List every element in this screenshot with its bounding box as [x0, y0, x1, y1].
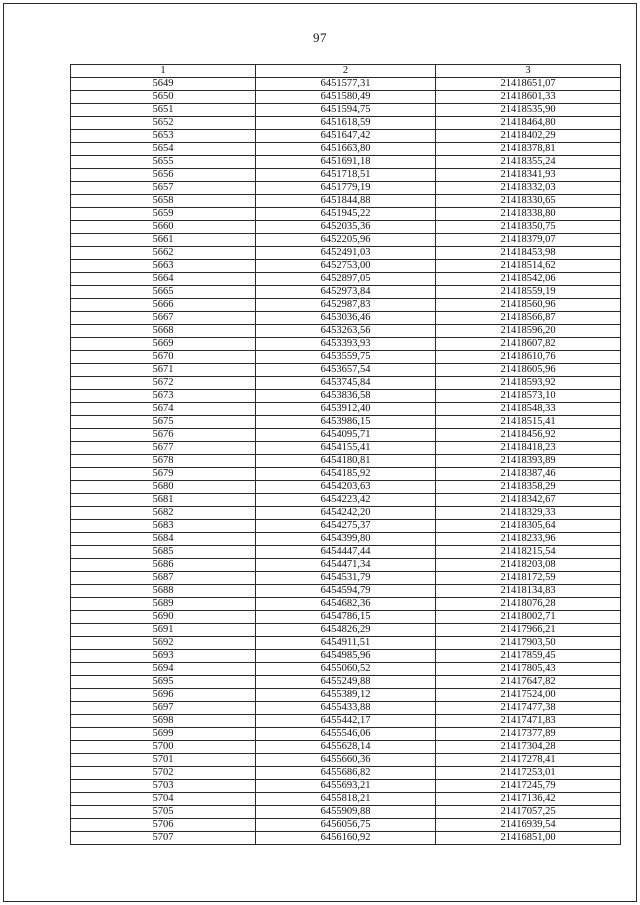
table-cell: 21418134,83 [436, 585, 621, 598]
table-cell: 6455909,88 [256, 806, 436, 819]
table-row [71, 728, 621, 741]
table-cell: 21418651,07 [436, 78, 621, 91]
table-cell: 21418172,59 [436, 572, 621, 585]
table-cell: 21418203,08 [436, 559, 621, 572]
table-cell: 5653 [71, 130, 256, 143]
table-row [71, 780, 621, 793]
table-cell: 6451647,42 [256, 130, 436, 143]
table-cell: 6453986,15 [256, 416, 436, 429]
table-row [71, 312, 621, 325]
table-cell: 6451691,18 [256, 156, 436, 169]
table-cell: 5693 [71, 650, 256, 663]
table-cell: 6453036,46 [256, 312, 436, 325]
table-cell: 5650 [71, 91, 256, 104]
table-cell: 6455389,12 [256, 689, 436, 702]
table-cell: 21418338,80 [436, 208, 621, 221]
table-cell: 6455686,82 [256, 767, 436, 780]
table-cell: 6455060,52 [256, 663, 436, 676]
table-cell: 6455433,88 [256, 702, 436, 715]
table-cell: 6454203,63 [256, 481, 436, 494]
table-row [71, 221, 621, 234]
table-cell: 5684 [71, 533, 256, 546]
table-cell: 5661 [71, 234, 256, 247]
table-row [71, 117, 621, 130]
table-cell: 5706 [71, 819, 256, 832]
table-cell: 21418601,33 [436, 91, 621, 104]
table-cell: 6455442,17 [256, 715, 436, 728]
table-cell: 5698 [71, 715, 256, 728]
table-cell: 5657 [71, 182, 256, 195]
table-cell: 6454471,34 [256, 559, 436, 572]
table-row [71, 195, 621, 208]
table-cell: 21418605,96 [436, 364, 621, 377]
table-cell: 21417136,42 [436, 793, 621, 806]
table-row [71, 689, 621, 702]
table-cell: 5663 [71, 260, 256, 273]
table-cell: 6454826,29 [256, 624, 436, 637]
table-cell: 6454223,42 [256, 494, 436, 507]
table-row [71, 351, 621, 364]
table-row [71, 819, 621, 832]
table-row [71, 494, 621, 507]
table-cell: 21418453,98 [436, 247, 621, 260]
table-cell: 21418542,06 [436, 273, 621, 286]
table-cell: 6454682,36 [256, 598, 436, 611]
table-cell: 5675 [71, 416, 256, 429]
table-cell: 21418215,54 [436, 546, 621, 559]
table-cell: 6452491,03 [256, 247, 436, 260]
table-cell: 21417477,38 [436, 702, 621, 715]
table-cell: 5683 [71, 520, 256, 533]
table-cell: 6454786,15 [256, 611, 436, 624]
table-cell: 21418378,81 [436, 143, 621, 156]
header-row [71, 65, 621, 78]
table-cell: 21418596,20 [436, 325, 621, 338]
table-cell: 5668 [71, 325, 256, 338]
data-table [70, 64, 621, 845]
table-row [71, 143, 621, 156]
table-cell: 5651 [71, 104, 256, 117]
table-cell: 6454180,81 [256, 455, 436, 468]
table-cell: 6453836,58 [256, 390, 436, 403]
table-cell: 6454275,37 [256, 520, 436, 533]
table-cell: 21418573,10 [436, 390, 621, 403]
table-row [71, 208, 621, 221]
table-cell: 5700 [71, 741, 256, 754]
table-cell: 21418342,67 [436, 494, 621, 507]
table-row [71, 455, 621, 468]
table-cell: 6453393,93 [256, 338, 436, 351]
table-row [71, 273, 621, 286]
table-cell: 5655 [71, 156, 256, 169]
table-cell: 5654 [71, 143, 256, 156]
table-cell: 6455546,06 [256, 728, 436, 741]
table-cell: 5694 [71, 663, 256, 676]
table-cell: 21418514,62 [436, 260, 621, 273]
table-cell: 5680 [71, 481, 256, 494]
table-cell: 21416939,54 [436, 819, 621, 832]
table-cell: 6454095,71 [256, 429, 436, 442]
table-cell: 6452035,36 [256, 221, 436, 234]
table-cell: 21416851,00 [436, 832, 621, 845]
table-cell: 6451663,80 [256, 143, 436, 156]
table-cell: 6451580,49 [256, 91, 436, 104]
table-cell: 6453263,56 [256, 325, 436, 338]
table-row [71, 286, 621, 299]
table-cell: 21418379,07 [436, 234, 621, 247]
table-cell: 6452973,84 [256, 286, 436, 299]
table-cell: 21417805,43 [436, 663, 621, 676]
table-row [71, 806, 621, 819]
page-number: 97 [313, 30, 327, 45]
table-cell: 6454594,79 [256, 585, 436, 598]
table-cell: 6451844,88 [256, 195, 436, 208]
table-row [71, 507, 621, 520]
table-cell: 5673 [71, 390, 256, 403]
table-cell: 5674 [71, 403, 256, 416]
table-cell: 21418305,64 [436, 520, 621, 533]
table-cell: 5666 [71, 299, 256, 312]
table-cell: 21418330,65 [436, 195, 621, 208]
table-cell: 5695 [71, 676, 256, 689]
table-row [71, 429, 621, 442]
table-cell: 21417524,00 [436, 689, 621, 702]
table-cell: 6451577,31 [256, 78, 436, 91]
table-cell: 21418355,24 [436, 156, 621, 169]
table-row [71, 481, 621, 494]
table-cell: 21417903,50 [436, 637, 621, 650]
table-cell: 6453657,54 [256, 364, 436, 377]
table-cell: 6454155,41 [256, 442, 436, 455]
table-row [71, 91, 621, 104]
table-cell: 21418535,90 [436, 104, 621, 117]
table-cell: 21418329,33 [436, 507, 621, 520]
table-cell: 6453745,84 [256, 377, 436, 390]
table-cell: 21418464,80 [436, 117, 621, 130]
table-cell: 5677 [71, 442, 256, 455]
table-header [71, 65, 621, 78]
table-row [71, 520, 621, 533]
table-cell: 21418418,23 [436, 442, 621, 455]
table-cell: 5707 [71, 832, 256, 845]
table-cell: 21417377,89 [436, 728, 621, 741]
table-cell: 6455818,21 [256, 793, 436, 806]
table-cell: 5682 [71, 507, 256, 520]
table-cell: 5671 [71, 364, 256, 377]
table-cell: 6451779,19 [256, 182, 436, 195]
table-cell: 6451945,22 [256, 208, 436, 221]
table-row [71, 663, 621, 676]
table-cell: 6454447,44 [256, 546, 436, 559]
table-cell: 6453912,40 [256, 403, 436, 416]
table-row [71, 338, 621, 351]
table-cell: 21418560,96 [436, 299, 621, 312]
table-cell: 21417245,79 [436, 780, 621, 793]
table-cell: 21418607,82 [436, 338, 621, 351]
table-cell: 21417304,28 [436, 741, 621, 754]
table-row [71, 390, 621, 403]
table-row [71, 468, 621, 481]
table-cell: 6454985,96 [256, 650, 436, 663]
table-cell: 5697 [71, 702, 256, 715]
table-row [71, 572, 621, 585]
table-row [71, 325, 621, 338]
table-row [71, 299, 621, 312]
table-cell: 21417859,45 [436, 650, 621, 663]
table-cell: 21418332,03 [436, 182, 621, 195]
table-cell: 21418076,28 [436, 598, 621, 611]
table-row [71, 377, 621, 390]
table-cell: 21418559,19 [436, 286, 621, 299]
table-cell: 5705 [71, 806, 256, 819]
table-cell: 5685 [71, 546, 256, 559]
table-row [71, 546, 621, 559]
table-cell: 21418456,92 [436, 429, 621, 442]
table-row [71, 767, 621, 780]
table-cell: 6456056,75 [256, 819, 436, 832]
table-cell: 5665 [71, 286, 256, 299]
table-row [71, 676, 621, 689]
table-cell: 6454399,80 [256, 533, 436, 546]
table-cell: 5656 [71, 169, 256, 182]
table-row [71, 169, 621, 182]
table-row [71, 624, 621, 637]
table-row [71, 156, 621, 169]
table-cell: 5658 [71, 195, 256, 208]
table-cell: 21417471,83 [436, 715, 621, 728]
column-header-3: 3 [436, 65, 621, 78]
table-cell: 5667 [71, 312, 256, 325]
table-cell: 6455628,14 [256, 741, 436, 754]
table-cell: 21418350,75 [436, 221, 621, 234]
table-cell: 6454531,79 [256, 572, 436, 585]
table-cell: 21417966,21 [436, 624, 621, 637]
table-cell: 5688 [71, 585, 256, 598]
table-row [71, 78, 621, 91]
table-cell: 21417278,41 [436, 754, 621, 767]
table-cell: 21418593,92 [436, 377, 621, 390]
table-cell: 6455693,21 [256, 780, 436, 793]
table-row [71, 403, 621, 416]
table-row [71, 234, 621, 247]
table-row [71, 364, 621, 377]
table-cell: 6452987,83 [256, 299, 436, 312]
table-cell: 21417253,01 [436, 767, 621, 780]
table-cell: 21417647,82 [436, 676, 621, 689]
table-cell: 5686 [71, 559, 256, 572]
table-cell: 6456160,92 [256, 832, 436, 845]
table-cell: 5690 [71, 611, 256, 624]
table-cell: 21418387,46 [436, 468, 621, 481]
table-cell: 5652 [71, 117, 256, 130]
table-cell: 5649 [71, 78, 256, 91]
table-cell: 5681 [71, 494, 256, 507]
table-row [71, 650, 621, 663]
table-cell: 5702 [71, 767, 256, 780]
table-cell: 5659 [71, 208, 256, 221]
table-cell: 21418566,87 [436, 312, 621, 325]
table-row [71, 611, 621, 624]
table-row [71, 182, 621, 195]
table-cell: 5678 [71, 455, 256, 468]
table-cell: 5689 [71, 598, 256, 611]
table-cell: 21418515,41 [436, 416, 621, 429]
table-row [71, 832, 621, 845]
table-row [71, 702, 621, 715]
table-cell: 6451618,59 [256, 117, 436, 130]
table-cell: 6455249,88 [256, 676, 436, 689]
table-row [71, 533, 621, 546]
table-cell: 5687 [71, 572, 256, 585]
table-row [71, 442, 621, 455]
table-cell: 6454185,92 [256, 468, 436, 481]
table-cell: 5670 [71, 351, 256, 364]
table-row [71, 130, 621, 143]
table-cell: 21418002,71 [436, 611, 621, 624]
table-cell: 21418402,29 [436, 130, 621, 143]
table-row [71, 104, 621, 117]
table-cell: 5660 [71, 221, 256, 234]
table-cell: 5662 [71, 247, 256, 260]
table-cell: 21418610,76 [436, 351, 621, 364]
table-cell: 21418393,89 [436, 455, 621, 468]
table-body [71, 78, 621, 845]
table-cell: 6454911,51 [256, 637, 436, 650]
table-cell: 5691 [71, 624, 256, 637]
table-cell: 6452753,00 [256, 260, 436, 273]
table-cell: 5699 [71, 728, 256, 741]
table-cell: 6452205,96 [256, 234, 436, 247]
table-cell: 5676 [71, 429, 256, 442]
table-cell: 6454242,20 [256, 507, 436, 520]
table-cell: 5692 [71, 637, 256, 650]
table-cell: 21418548,33 [436, 403, 621, 416]
table-cell: 6455660,36 [256, 754, 436, 767]
table-cell: 21417057,25 [436, 806, 621, 819]
table-cell: 5672 [71, 377, 256, 390]
table-row [71, 416, 621, 429]
table-cell: 21418358,29 [436, 481, 621, 494]
table-cell: 6452897,05 [256, 273, 436, 286]
table-row [71, 598, 621, 611]
table-row [71, 585, 621, 598]
table-row [71, 715, 621, 728]
column-header-1: 1 [71, 65, 256, 78]
table-row [71, 559, 621, 572]
table-row [71, 260, 621, 273]
table-cell: 6453559,75 [256, 351, 436, 364]
column-header-2: 2 [256, 65, 436, 78]
table-cell: 5669 [71, 338, 256, 351]
table-cell: 21418341,93 [436, 169, 621, 182]
table-cell: 5704 [71, 793, 256, 806]
table-cell: 5703 [71, 780, 256, 793]
table-cell: 21418233,96 [436, 533, 621, 546]
table-row [71, 793, 621, 806]
table-row [71, 754, 621, 767]
table-row [71, 741, 621, 754]
table-cell: 5696 [71, 689, 256, 702]
table-cell: 5664 [71, 273, 256, 286]
table-cell: 6451594,75 [256, 104, 436, 117]
table-row [71, 247, 621, 260]
table-cell: 5701 [71, 754, 256, 767]
table-row [71, 637, 621, 650]
table-cell: 6451718,51 [256, 169, 436, 182]
table-cell: 5679 [71, 468, 256, 481]
